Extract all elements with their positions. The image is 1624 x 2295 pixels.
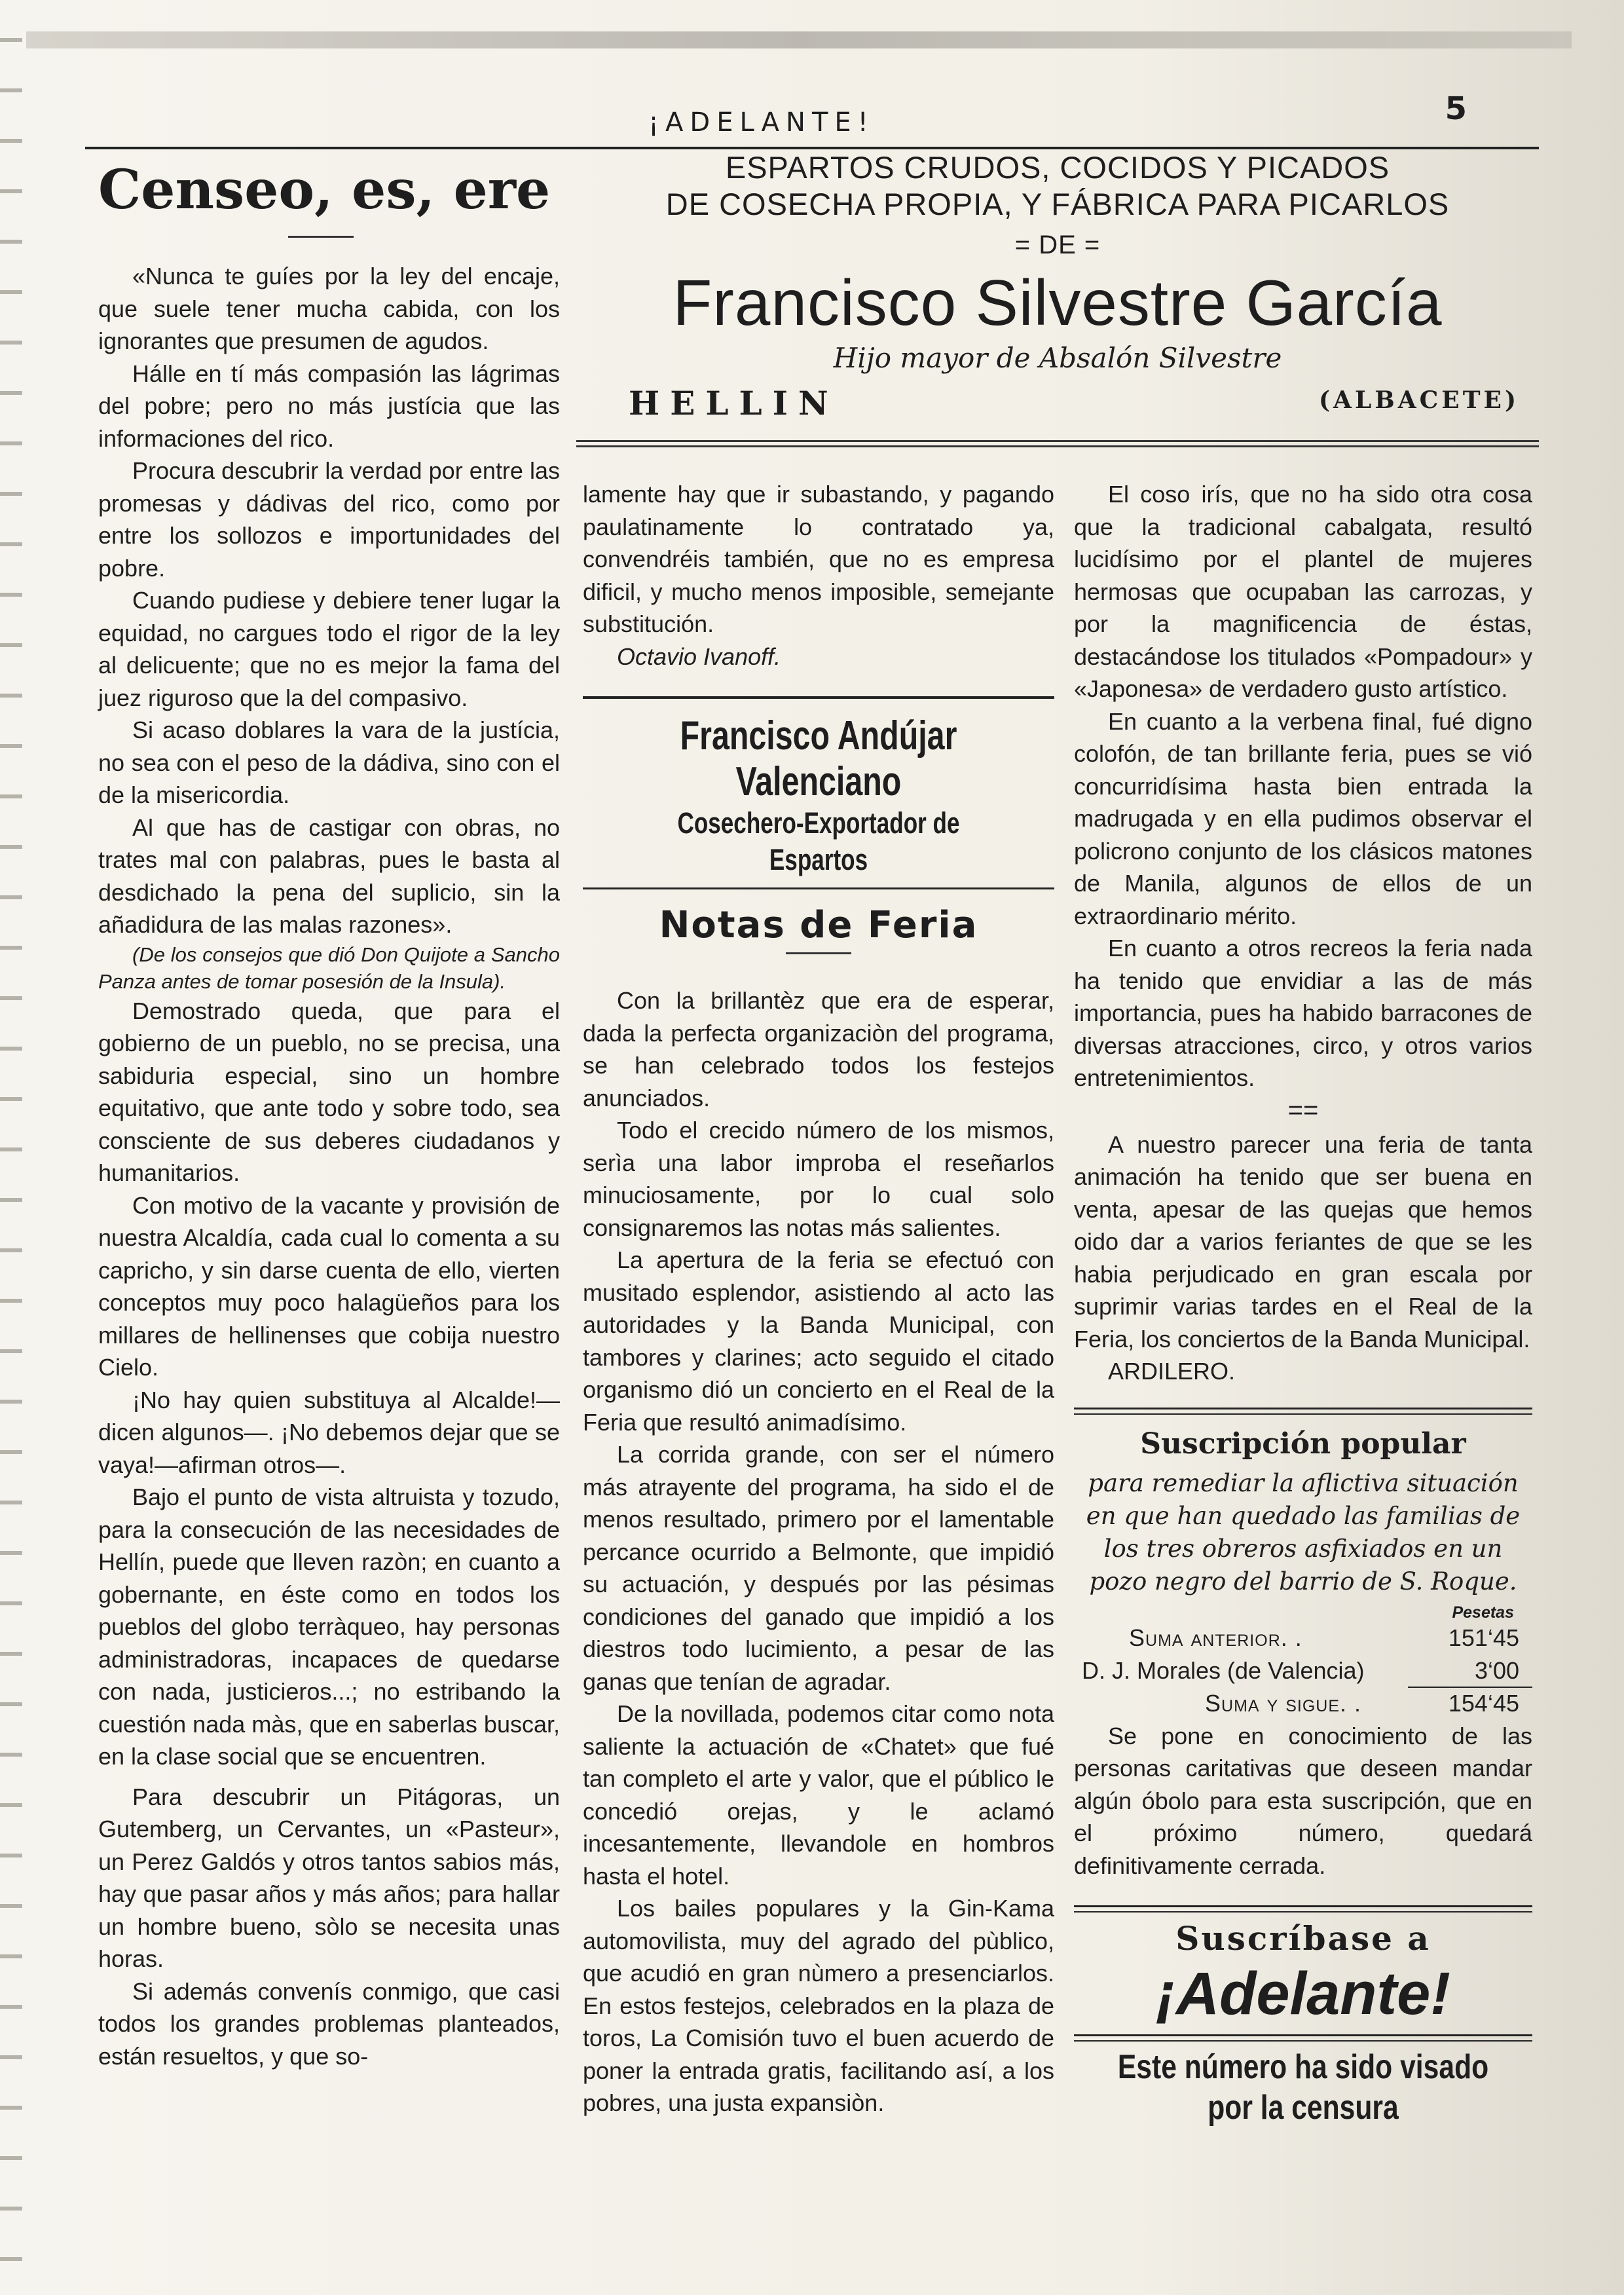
paragraph: Con la brillantèz que era de esperar, dada la perfecta organizaciòn del programa, se han celebrado todos los festejos anunciados. — [583, 987, 1054, 1111]
promo-line-1: Suscríbase a — [1175, 1919, 1431, 1958]
line-value: 151‘45 — [1448, 1624, 1519, 1651]
ad-de: = DE = — [1014, 231, 1101, 259]
line-label: D. J. Morales (de Valencia) — [1082, 1656, 1365, 1684]
paragraph: Cuando pudiese y debiere tener lugar la equidad, no cargues todo el rigor de la ley al delicuente; que no es mejor la fama del juez riguroso que la del compasivo. — [98, 587, 560, 711]
page-edge-shadow — [26, 31, 1572, 48]
line-value: 154‘45 — [1448, 1689, 1519, 1717]
ad-bottom-rule — [576, 440, 1539, 447]
section-rule — [1074, 1408, 1532, 1415]
paragraph-continued: lamente hay que ir subastando, y pagando paulatinamente lo contratado ya, convendréis también, que no es empresa dificil, y mucho menos imposible, semejante substitución. — [583, 481, 1054, 637]
ad-line-2: DE COSECHA PROPIA, Y FÁBRICA PARA PICARLOS — [665, 187, 1450, 221]
suscripcion-line — [1074, 1622, 1532, 1654]
ad-andujar-name: Francisco Andújar Valenciano — [680, 713, 957, 804]
article-title-censeo: Censeo, es, ere — [98, 159, 551, 221]
ad-andujar-subtitle: Cosechero-Exportador de Espartos — [677, 806, 960, 876]
paragraph: «Nunca te guíes por la ley del encaje, que suele tener mucha cabida, con los ignorantes que presumen de agudos. — [98, 263, 560, 354]
paragraph: Bajo el punto de vista altruista y tozudo, para la consecución de las necesidades de Hellín, puede que lleven razòn; en cuanto a gobernante, en éste como en todos los pueblos del globo terràqueo, hay personas administradoras, incapaces de quedarse con nada, justicieros...; no estribando la cuestión nada màs, que en saberlas buscar, en la clase social que se encuentren. — [98, 1483, 560, 1770]
paragraph: ¡No hay quien substituya al Alcalde!—dicen algunos—. ¡No debemos dejar que se vaya!—afirman otros—. — [98, 1386, 560, 1478]
suscripcion-line — [1074, 1687, 1532, 1720]
separator: == — [1287, 1095, 1319, 1125]
author-signature: ARDILERO. — [1108, 1358, 1236, 1385]
suscripcion-line — [1074, 1654, 1532, 1687]
promo-line-2: ¡Adelante! — [1156, 1960, 1450, 2027]
ad-city: HELLIN — [629, 384, 839, 422]
page-header — [85, 84, 1539, 149]
ad-espartos-silvestre — [576, 149, 1539, 447]
paragraph: Todo el crecido número de los mismos, serìa una labor improba el reseñarlos minuciosamente, por lo cual solo consignaremos las notas más salientes. — [583, 1117, 1054, 1241]
section-rule — [1074, 2034, 1532, 2042]
ad-line-1: ESPARTOS CRUDOS, COCIDOS Y PICADOS — [725, 150, 1390, 185]
ad-subtitle: Hijo mayor de Absalón Silvestre — [833, 342, 1282, 374]
ad-andujar-rule — [583, 887, 1054, 889]
paragraph: Demostrado queda, que para el gobierno de un pueblo, no se precisa, una sabiduria especial, sino un hombre equitativo, que ante todo y sobre todo, sea consciente de sus deberes ciudadanos y humanitarios. — [98, 997, 560, 1186]
paragraph: Si además convenís conmigo, que casi todos los grandes problemas planteados, están resueltos, y que so- — [98, 1977, 560, 2070]
column-2 — [583, 478, 1054, 2119]
paragraph: Hálle en tí más compasión las lágrimas del pobre; pero no más justícia que las informaciones del rico. — [98, 360, 560, 452]
section-title-notas-de-feria: Notas de Feria — [659, 904, 978, 946]
paragraph: Con motivo de la vacante y provisión de nuestra Alcaldía, cada cual lo comenta a su capricho, y sin darse cuenta de ello, vierten conceptos muy poco halagüeños para los millares de hellinenses que cobija nuestro Cielo. — [98, 1191, 560, 1381]
suscripcion-intro: para remediar la aflictiva situación en que han quedado las familias de los tres obreros asfixiados en un pozo negro del barrio de S. Roque. — [1086, 1468, 1521, 1595]
newspaper-title: ¡ADELANTE! — [648, 107, 875, 138]
paragraph: De la novillada, podemos citar como nota saliente la actuación de «Chatet» que fué tan completo el arte y valor, que el público le concedió orejas, y le aclamó incesantemente, llevandole en hombros hasta el hotel. — [583, 1700, 1054, 1890]
currency-header: Pesetas — [1452, 1603, 1514, 1622]
column-1 — [98, 157, 560, 2072]
paragraph: El coso irís, que no ha sido otra cosa que la tradicional cabalgata, resultó lucidísimo por el plantel de mujeres hermosas que ocupaban las carrozas, y por la magnificencia de éstas, destacándose los titulados «Pompadour» y «Japonesa» de verdadero gusto artístico. — [1074, 481, 1532, 702]
line-label: Suma y sigue. . — [1205, 1689, 1362, 1717]
page-number: 5 — [1445, 90, 1467, 127]
ad-name: Francisco Silvestre García — [673, 267, 1443, 339]
line-value: 3‘00 — [1408, 1654, 1532, 1689]
censorship-notice: Este número ha sido visado por la censura — [1117, 2048, 1489, 2127]
paragraph: Procura descubrir la verdad por entre las promesas y dádivas del rico, como por entre los sollozos e importunidades del pobre. — [98, 457, 560, 582]
paragraph: Si acaso doblares la vara de la justícia, no sea con el peso de la dádiva, sino con el de la misericordia. — [98, 717, 560, 808]
ad-andujar — [583, 696, 1054, 889]
paragraph: En cuanto a otros recreos la feria nada ha tenido que envidiar a las de más importancia, pues ha habido barracones de diversas atracciones, circo, y otros varios entretenimientos. — [1074, 935, 1532, 1091]
title-underline — [288, 236, 354, 238]
paragraph: Los bailes populares y la Gin-Kama automovilista, muy del agrado del pùblico, que acudió en gran nùmero a presenciarlos. En estos festejos, celebrados en la plaza de toros, La Comisión tuvo el buen acuerdo de poner la entrada gratis, facilitando así, a los pobres, una justa expansiòn. — [583, 1895, 1054, 2116]
paragraph: La corrida grande, con ser el número más atrayente del programa, ha sido el de menos resultado, primero por el lamentable percance ocurrido a Belmonte, que impidió su actuación, y después por las pésimas condiciones del ganado que impidió a los diestros todo lucimiento, a pesar de las ganas que tenían de agradar. — [583, 1441, 1054, 1695]
paragraph: Al que has de castigar con obras, no trates mal con palabras, pues le basta al desdichado la pena del suplicio, sin la añadidura de las malas razones». — [98, 813, 560, 938]
column-3 — [1074, 478, 1532, 2128]
paragraph: La apertura de la feria se efectuó con musitado esplendor, asistiendo al acto las autoridades y la Banda Municipal, con tambores y clarines; acto seguido el citado organismo dió un concierto en el Real de la Feria que resultó animadísimo. — [583, 1246, 1054, 1436]
paragraph: Se pone en conocimiento de las personas caritativas que deseen mandar algún óbolo para esta suscripción, que en el próximo número, quedará definitivamente cerrada. — [1074, 1722, 1532, 1879]
quote-source: (De los consejos que dió Don Quijote a Sancho Panza antes de tomar posesión de la Insula). — [98, 942, 560, 993]
paragraph: A nuestro parecer una feria de tanta animación ha tenido que ser buena en venta, apesar de las quejas que hemos oido dar a varios feriantes de que se les habia perjudicado en gran escala por suprimir varias tardes en el Real de la Feria, los conciertos de la Banda Municipal. — [1074, 1130, 1532, 1353]
section-rule — [1074, 1905, 1532, 1912]
paragraph: Para descubrir un Pitágoras, un Gutemberg, un Cervantes, un «Pasteur», un Perez Galdós y otros tantos sabios más, hay que pasar años y más años; para hallar un hombre bueno, sòlo se necesita unas horas. — [98, 1783, 560, 1972]
suscripcion-title: Suscripción popular — [1140, 1427, 1466, 1461]
line-label: Suma anterior. . — [1129, 1624, 1302, 1651]
binding-holes — [0, 0, 22, 2295]
paragraph: En cuanto a la verbena final, fué digno colofón, de tan brillante feria, pues se vió concurridísima hasta bien entrada la madrugada y en ella pudimos observar el policrono conjunto de los clásicos matones de Manila, algunos de ellos de un extraordinario mérito. — [1074, 707, 1532, 929]
title-underline — [786, 952, 851, 954]
author-signature: Octavio Ivanoff. — [617, 643, 781, 670]
ad-province: (ALBACETE) — [1319, 386, 1519, 414]
